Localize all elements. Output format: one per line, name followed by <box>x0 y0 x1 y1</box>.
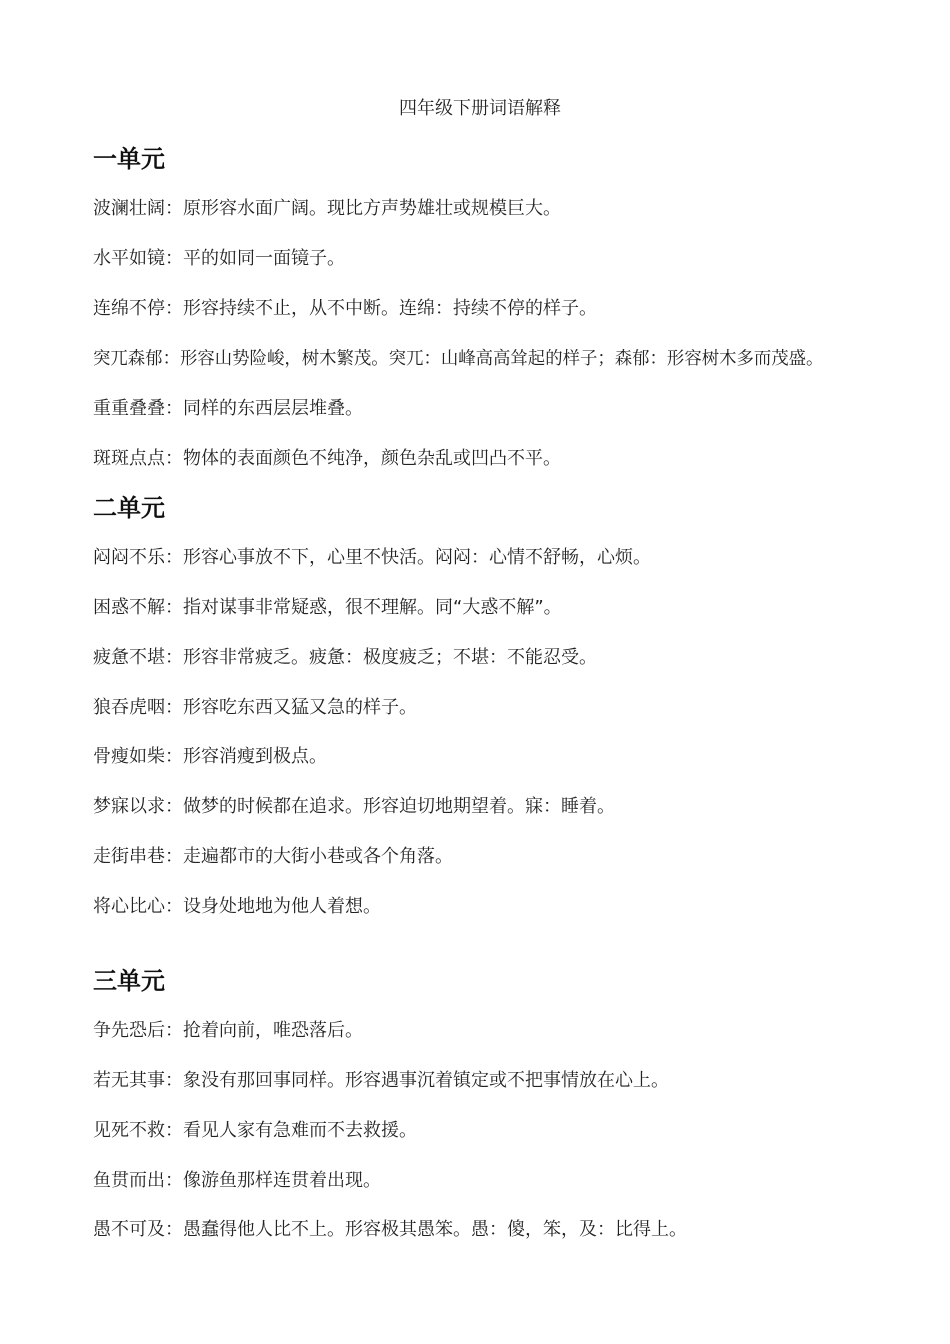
vocab-entry <box>93 1069 669 1093</box>
entry-term: 将心比心 <box>93 896 165 917</box>
entry-separator: ： <box>165 597 183 618</box>
entry-separator: ： <box>165 1219 183 1240</box>
vocab-entry <box>93 297 597 321</box>
entry-term: 疲惫不堪 <box>93 647 165 668</box>
entry-term: 水平如镜 <box>93 248 165 269</box>
entry-definition: 愚蠢得他人比不上。形容极其愚笨。愚：傻，笨，及：比得上。 <box>183 1219 687 1240</box>
entry-term: 走街串巷 <box>93 846 165 867</box>
entry-separator: ： <box>165 647 183 668</box>
section-heading-unit-2: 二单元 <box>93 494 165 522</box>
vocab-entry <box>93 447 561 471</box>
entry-separator: ： <box>165 846 183 867</box>
entry-separator: ： <box>165 1070 183 1091</box>
entry-definition: 看见人家有急难而不去救援。 <box>183 1120 417 1141</box>
entry-definition: 形容消瘦到极点。 <box>183 746 327 767</box>
entry-term: 见死不救 <box>93 1120 165 1141</box>
entry-term: 愚不可及 <box>93 1219 165 1240</box>
entry-definition: 形容吃东西又猛又急的样子。 <box>183 697 417 718</box>
entry-definition: 原形容水面广阔。现比方声势雄壮或规模巨大。 <box>183 198 561 219</box>
entry-definition: 象没有那回事同样。形容遇事沉着镇定或不把事情放在心上。 <box>183 1070 669 1091</box>
entry-definition: 平的如同一面镜子。 <box>183 248 345 269</box>
entry-definition: 形容非常疲乏。疲惫：极度疲乏；不堪：不能忍受。 <box>183 647 597 668</box>
entry-separator: ： <box>165 298 183 319</box>
vocab-entry <box>93 745 327 769</box>
section-heading-unit-3: 三单元 <box>93 967 165 995</box>
vocab-entry <box>93 247 345 271</box>
entry-term: 突兀森郁 <box>93 349 163 369</box>
entry-separator: ： <box>165 697 183 718</box>
vocab-entry <box>93 1218 687 1242</box>
document-title: 四年级下册词语解释 <box>399 98 561 119</box>
vocab-entry <box>93 795 615 819</box>
entry-definition: 像游鱼那样连贯着出现。 <box>183 1170 381 1191</box>
entry-definition: 指对谋事非常疑惑，很不理解。同“大惑不解”。 <box>183 597 562 618</box>
entry-term: 困惑不解 <box>93 597 165 618</box>
entry-term: 狼吞虎咽 <box>93 697 165 718</box>
vocab-entry <box>93 646 597 670</box>
entry-term: 波澜壮阔 <box>93 198 165 219</box>
entry-term: 闷闷不乐 <box>93 547 165 568</box>
entry-definition: 抢着向前，唯恐落后。 <box>183 1020 363 1041</box>
entry-definition: 做梦的时候都在追求。形容迫切地期望着。寐：睡着。 <box>183 796 615 817</box>
vocab-entry <box>93 1119 417 1143</box>
entry-term: 骨瘦如柴 <box>93 746 165 767</box>
entry-term: 梦寐以求 <box>93 796 165 817</box>
entry-term: 斑斑点点 <box>93 448 165 469</box>
vocab-entry <box>93 895 381 919</box>
entry-separator: ： <box>165 746 183 767</box>
entry-separator: ： <box>165 1120 183 1141</box>
vocab-entry <box>93 347 823 371</box>
entry-separator: ： <box>162 349 180 369</box>
entry-term: 重重叠叠 <box>93 398 165 419</box>
section-heading-unit-1: 一单元 <box>93 145 165 173</box>
entry-separator: ： <box>165 547 183 568</box>
entry-separator: ： <box>165 448 183 469</box>
entry-term: 争先恐后 <box>93 1020 165 1041</box>
entry-separator: ： <box>165 1170 183 1191</box>
vocab-entry <box>93 197 561 221</box>
vocab-entry <box>93 397 363 421</box>
entry-definition: 物体的表面颜色不纯净，颜色杂乱或凹凸不平。 <box>183 448 561 469</box>
entry-separator: ： <box>165 1020 183 1041</box>
entry-term: 若无其事 <box>93 1070 165 1091</box>
entry-definition: 形容心事放不下，心里不快活。闷闷：心情不舒畅，心烦。 <box>183 547 651 568</box>
entry-definition: 走遍都市的大街小巷或各个角落。 <box>183 846 453 867</box>
entry-definition: 设身处地地为他人着想。 <box>183 896 381 917</box>
entry-term: 鱼贯而出 <box>93 1170 165 1191</box>
vocab-entry <box>93 845 453 869</box>
entry-separator: ： <box>165 198 183 219</box>
entry-separator: ： <box>165 248 183 269</box>
vocab-entry <box>93 596 562 620</box>
entry-separator: ： <box>165 796 183 817</box>
entry-definition: 同样的东西层层堆叠。 <box>183 398 363 419</box>
entry-definition: 形容山势险峻，树木繁茂。突兀：山峰高高耸起的样子；森郁：形容树木多而茂盛。 <box>179 349 824 369</box>
entry-term: 连绵不停 <box>93 298 165 319</box>
vocab-entry <box>93 696 417 720</box>
vocab-entry <box>93 1019 363 1043</box>
entry-separator: ： <box>165 398 183 419</box>
entry-separator: ： <box>165 896 183 917</box>
vocab-entry <box>93 546 651 570</box>
entry-definition: 形容持续不止，从不中断。连绵：持续不停的样子。 <box>183 298 597 319</box>
vocab-entry <box>93 1169 381 1193</box>
